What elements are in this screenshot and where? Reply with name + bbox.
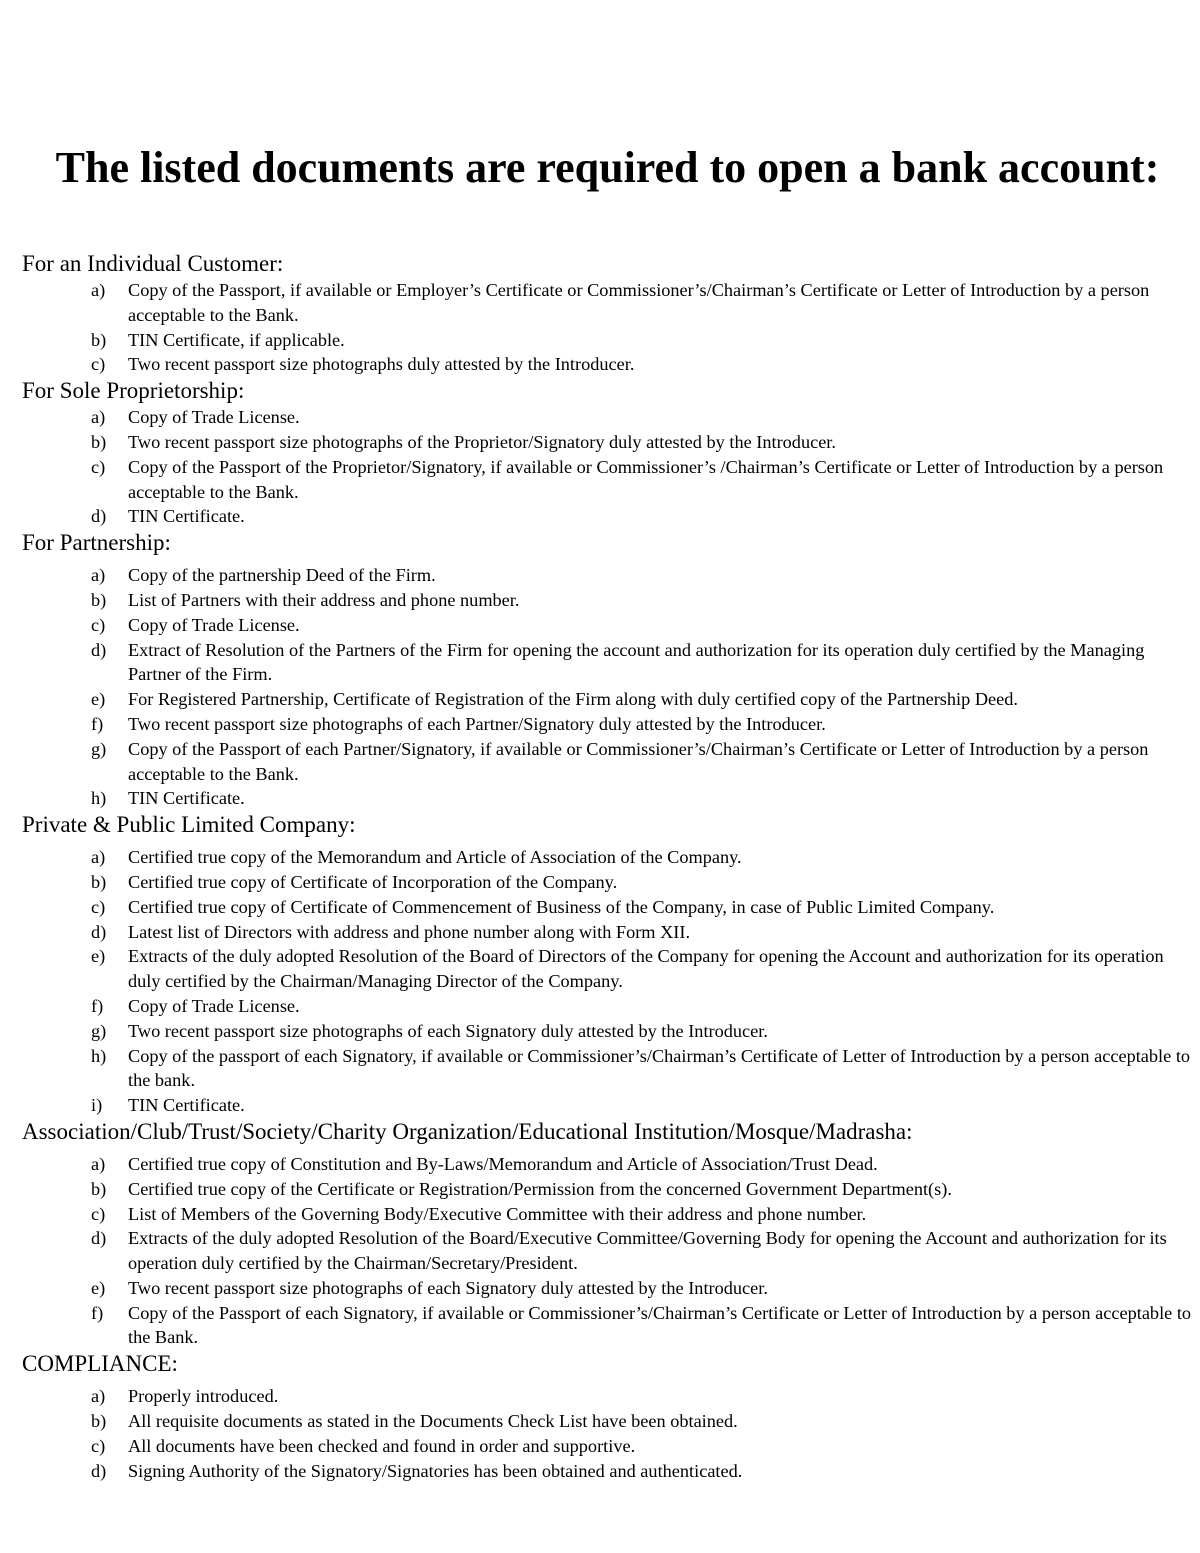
list-item-text: Certified true copy of the Certificate or Registration/Permission from the concerned Government Department(s). (128, 1178, 952, 1199)
list-item-text: Copy of Trade License. (128, 614, 300, 635)
list-marker: h) (91, 788, 107, 809)
list-item-text: All requisite documents as stated in the Documents Check List have been obtained. (128, 1411, 738, 1432)
list-marker: f) (91, 713, 104, 734)
list-item-text: TIN Certificate. (128, 506, 245, 527)
list-item-text: Two recent passport size photographs of the Proprietor/Signatory duly attested by the Introducer. (128, 431, 836, 452)
section-heading: For Sole Proprietorship: (22, 378, 245, 404)
list-item (22, 1152, 1194, 1177)
list-item (22, 737, 1194, 787)
list-marker: c) (91, 1435, 106, 1456)
list-item (22, 504, 1194, 529)
list-marker: c) (91, 614, 106, 635)
list-item (22, 1434, 1194, 1459)
list-marker: d) (91, 1460, 107, 1481)
list-item (22, 352, 1194, 377)
list-item (22, 1226, 1194, 1276)
page-title: The listed documents are required to open a bank account: (55, 143, 1160, 192)
section-heading: Association/Club/Trust/Society/Charity Organization/Educational Institution/Mosque/Madrasha: (22, 1118, 913, 1144)
list-item-text: Extracts of the duly adopted Resolution of the Board of Directors of the Company for opening the Account and authorization for its operation duly certified by the Chairman/Managing Director of the Company. (128, 946, 1164, 992)
list-marker: d) (91, 639, 107, 660)
list-marker: h) (91, 1045, 107, 1066)
list-item-text: Copy of the partnership Deed of the Firm. (128, 565, 436, 586)
list-item (22, 328, 1194, 353)
list-marker: b) (91, 871, 107, 892)
list-item-text: Certified true copy of Certificate of Incorporation of the Company. (128, 871, 618, 892)
requirement-list (22, 1384, 1194, 1483)
requirement-list (22, 845, 1194, 1118)
list-item-text: Properly introduced. (128, 1386, 279, 1407)
section-heading: COMPLIANCE: (22, 1351, 178, 1377)
list-item (22, 786, 1194, 811)
list-marker: b) (91, 1178, 107, 1199)
list-item (22, 944, 1194, 994)
list-marker: d) (91, 1228, 107, 1249)
list-item-text: Extracts of the duly adopted Resolution of the Board/Executive Committee/Governing Body for opening the Account and authorization for its operation duly certified by the Chairman/Secretary/President. (128, 1228, 1167, 1274)
list-item (22, 638, 1194, 688)
list-item (22, 455, 1194, 505)
list-item (22, 613, 1194, 638)
section (22, 377, 1194, 529)
list-item (22, 1019, 1194, 1044)
list-item (22, 1459, 1194, 1484)
section (22, 1350, 1194, 1483)
section-heading: Private & Public Limited Company: (22, 812, 356, 838)
list-marker: a) (91, 407, 106, 428)
list-item-text: Certified true copy of Certificate of Commencement of Business of the Company, in case of Public Limited Company. (128, 896, 995, 917)
list-item (22, 1202, 1194, 1227)
list-item-text: Two recent passport size photographs of each Partner/Signatory duly attested by the Introducer. (128, 713, 826, 734)
list-item (22, 712, 1194, 737)
list-marker: c) (91, 1203, 106, 1224)
list-marker: f) (91, 1302, 104, 1323)
list-item (22, 687, 1194, 712)
section (22, 529, 1194, 811)
list-item-text: Certified true copy of the Memorandum and Article of Association of the Company. (128, 847, 742, 868)
list-item-text: Two recent passport size photographs of each Signatory duly attested by the Introducer. (128, 1277, 768, 1298)
requirements-sections (22, 250, 1194, 1483)
list-marker: a) (91, 565, 106, 586)
section (22, 1118, 1194, 1350)
list-marker: a) (91, 280, 106, 300)
list-item (22, 278, 1194, 328)
list-item-text: Copy of Trade License. (128, 407, 300, 428)
list-marker: g) (91, 1020, 107, 1041)
list-marker: e) (91, 1277, 106, 1298)
list-item (22, 1384, 1194, 1409)
list-item (22, 994, 1194, 1019)
list-marker: c) (91, 896, 106, 917)
list-marker: d) (91, 506, 107, 527)
list-item (22, 1409, 1194, 1434)
list-item-text: Signing Authority of the Signatory/Signatories has been obtained and authenticated. (128, 1460, 743, 1481)
list-item-text: Certified true copy of Constitution and By-Laws/Memorandum and Article of Association/Trust Dead. (128, 1153, 878, 1174)
list-marker: c) (91, 354, 106, 375)
list-item-text: TIN Certificate. (128, 1095, 245, 1116)
requirement-list (22, 278, 1194, 377)
section (22, 250, 1194, 377)
section (22, 811, 1194, 1118)
list-item-text: All documents have been checked and found in order and supportive. (128, 1435, 636, 1456)
list-item (22, 430, 1194, 455)
list-marker: b) (91, 1411, 107, 1432)
list-item (22, 1177, 1194, 1202)
list-item (22, 1093, 1194, 1118)
list-item (22, 870, 1194, 895)
list-item-text: Extract of Resolution of the Partners of the Firm for opening the account and authorization for its operation duly certified by the Managing Partner of the Firm. (128, 639, 1145, 685)
list-marker: a) (91, 1386, 106, 1407)
list-item-text: Latest list of Directors with address and phone number along with Form XII. (128, 921, 691, 942)
list-item-text: Copy of the Passport of the Proprietor/Signatory, if available or Commissioner’s /Chairman’s Certificate or Letter of Introduction by a person acceptable to the Bank. (128, 456, 1164, 502)
list-item-text: Two recent passport size photographs duly attested by the Introducer. (128, 354, 635, 375)
list-item-text: List of Members of the Governing Body/Executive Committee with their address and phone number. (128, 1203, 867, 1224)
list-marker: f) (91, 995, 104, 1016)
list-item-text: TIN Certificate. (128, 788, 245, 809)
list-item (22, 845, 1194, 870)
list-item-text: TIN Certificate, if applicable. (128, 329, 345, 350)
list-item-text: Two recent passport size photographs of each Signatory duly attested by the Introducer. (128, 1020, 768, 1041)
list-item-text: Copy of the Passport, if available or Employer’s Certificate or Commissioner’s/Chairman’s Certificate or Letter of Introduction by a person acceptable to the Bank. (128, 280, 1150, 325)
list-item-text: Copy of the Passport of each Partner/Signatory, if available or Commissioner’s/Chairman’s Certificate or Letter of Introduction by a person acceptable to the Bank. (128, 738, 1149, 784)
list-marker: g) (91, 738, 107, 759)
list-item-text: Copy of the passport of each Signatory, if available or Commissioner’s/Chairman’s Certificate of Letter of Introduction by a person acceptable to the bank. (128, 1045, 1191, 1091)
list-marker: b) (91, 589, 107, 610)
list-marker: c) (91, 456, 106, 477)
section-heading: For an Individual Customer: (22, 251, 284, 276)
list-item (22, 895, 1194, 920)
list-marker: b) (91, 431, 107, 452)
section-heading: For Partnership: (22, 530, 171, 556)
list-marker: i) (91, 1095, 103, 1116)
list-item (22, 1301, 1194, 1351)
list-item-text: List of Partners with their address and phone number. (128, 589, 520, 610)
list-item (22, 405, 1194, 430)
list-marker: b) (91, 329, 107, 350)
list-item-text: For Registered Partnership, Certificate of Registration of the Firm along with duly certified copy of the Partnership Deed. (128, 689, 1018, 710)
list-item (22, 1044, 1194, 1094)
list-item (22, 563, 1194, 588)
list-item (22, 588, 1194, 613)
list-marker: e) (91, 689, 106, 710)
list-marker: d) (91, 921, 107, 942)
requirement-list (22, 1152, 1194, 1350)
requirement-list (22, 405, 1194, 529)
list-item (22, 1276, 1194, 1301)
list-marker: a) (91, 847, 106, 868)
list-marker: a) (91, 1153, 106, 1174)
list-item-text: Copy of the Passport of each Signatory, if available or Commissioner’s/Chairman’s Certificate or Letter of Introduction by a person acceptable to the Bank. (128, 1302, 1192, 1348)
list-item-text: Copy of Trade License. (128, 995, 300, 1016)
list-item (22, 920, 1194, 945)
list-marker: e) (91, 946, 106, 967)
requirement-list (22, 563, 1194, 811)
